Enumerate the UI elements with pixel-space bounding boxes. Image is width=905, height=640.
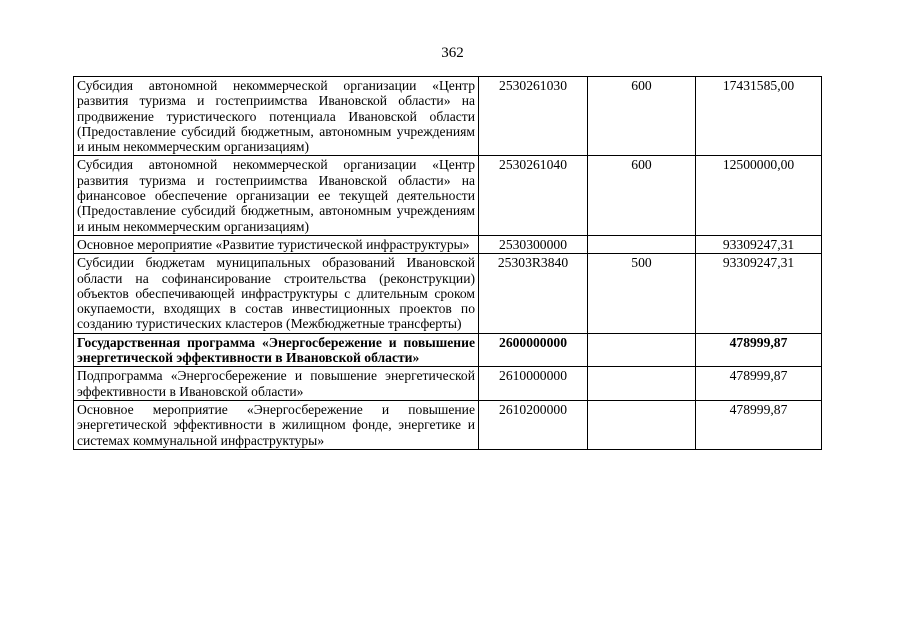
table-row: [74, 254, 822, 333]
row-sum-cell: 478999,87: [696, 367, 822, 401]
row-sum-cell: 93309247,31: [696, 235, 822, 253]
budget-table: [73, 76, 822, 450]
row-name-cell: Государственная программа «Энергосбережение и повышение энергетической эффективности в Ивановской области»: [74, 333, 479, 367]
row-type-cell: [588, 400, 696, 449]
row-code-cell: 2610000000: [479, 367, 588, 401]
table-row: [74, 400, 822, 449]
table-row: [74, 156, 822, 235]
row-type-cell: 500: [588, 254, 696, 333]
row-code-cell: 2530261040: [479, 156, 588, 235]
row-code-cell: 2610200000: [479, 400, 588, 449]
row-sum-cell: 17431585,00: [696, 77, 822, 156]
row-name-cell: Субсидии бюджетам муниципальных образований Ивановской области на софинансирование строительства (реконструкции) объектов обеспечивающей инфраструктуры с длительным сроком окупаемости, входящих в состав инвестиционных проектов по созданию туристических кластеров (Межбюджетные трансферты): [74, 254, 479, 333]
row-sum-cell: 93309247,31: [696, 254, 822, 333]
row-name-cell: Основное мероприятие «Энергосбережение и повышение энергетической эффективности в жилищном фонде, энергетике и системах коммунальной инфраструктуры»: [74, 400, 479, 449]
row-code-cell: 2530261030: [479, 77, 588, 156]
row-type-cell: [588, 367, 696, 401]
row-code-cell: 2530300000: [479, 235, 588, 253]
row-name-cell: Подпрограмма «Энергосбережение и повышение энергетической эффективности в Ивановской области»: [74, 367, 479, 401]
row-type-cell: 600: [588, 77, 696, 156]
row-name-cell: Субсидия автономной некоммерческой организации «Центр развития туризма и гостеприимства Ивановской области» на продвижение туристического потенциала Ивановской области (Предоставление субсидий бюджетным, автономным учреждениям и иным некоммерческим организациям): [74, 77, 479, 156]
row-type-cell: [588, 333, 696, 367]
row-sum-cell: 12500000,00: [696, 156, 822, 235]
table-row: [74, 235, 822, 253]
row-code-cell: 2600000000: [479, 333, 588, 367]
row-type-cell: 600: [588, 156, 696, 235]
page-number: 362: [441, 45, 464, 61]
row-type-cell: [588, 235, 696, 253]
row-name-cell: Субсидия автономной некоммерческой организации «Центр развития туризма и гостеприимства Ивановской области» на финансовое обеспечение организации ее текущей деятельности (Предоставление субсидий бюджетным, автономным учреждениям и иным некоммерческим организациям): [74, 156, 479, 235]
row-name-cell: Основное мероприятие «Развитие туристической инфраструктуры»: [74, 235, 479, 253]
row-sum-cell: 478999,87: [696, 333, 822, 367]
row-sum-cell: 478999,87: [696, 400, 822, 449]
table-row-program: [74, 333, 822, 367]
table-row: [74, 77, 822, 156]
table-row: [74, 367, 822, 401]
row-code-cell: 25303R3840: [479, 254, 588, 333]
